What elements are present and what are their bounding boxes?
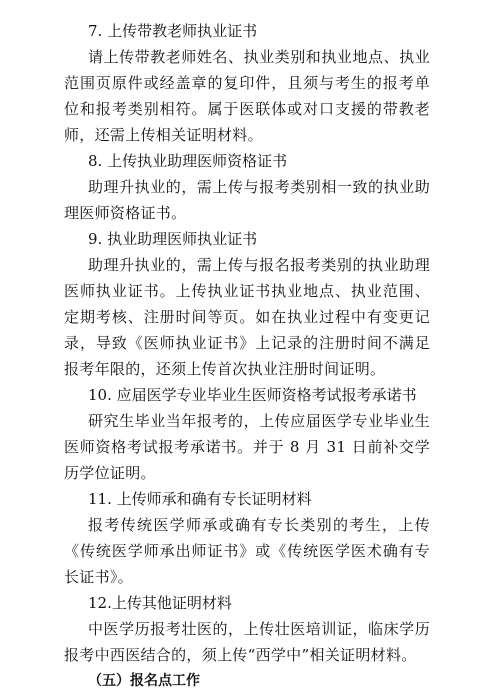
section-paragraph: 中医学历报考壮医的，上传壮医培训证，临床学历报考中西医结合的，须上传“西学中”相关证明材料。 (64, 620, 430, 664)
section-heading: 10. 应届医学专业毕业生医师资格考试报考承诺书 (88, 386, 417, 404)
section-paragraph: 请上传带教老师姓名、执业类别和执业地点、执业范围页原件或经盖章的复印件，且须与考生的报考单位和报考类别相符。属于医联体或对口支援的带教老师，还需上传相关证明材料。 (64, 48, 430, 144)
section-11 (64, 486, 430, 590)
section-paragraph: 助理升执业的，需上传与报考类别相一致的执业助理医师资格证书。 (64, 178, 430, 222)
section-10 (64, 382, 430, 486)
section-12 (64, 590, 430, 668)
section-heading: 8. 上传执业助理医师资格证书 (88, 152, 288, 170)
section-paragraph: 报考传统医学师承或确有专长类别的考生，上传《传统医学师承出师证书》或《传统医学医术确有专长证书》。 (64, 516, 430, 586)
section-heading: 11. 上传师承和确有专长证明材料 (88, 490, 312, 508)
section-heading: 12.上传其他证明材料 (88, 594, 232, 612)
section-8 (64, 148, 430, 226)
section-9 (64, 226, 430, 382)
subheading-registration-point: （五）报名点工作 (88, 673, 200, 689)
section-heading: 9. 执业助理医师执业证书 (88, 230, 258, 248)
section-paragraph: 研究生毕业当年报考的，上传应届医学专业毕业生医师资格考试报考承诺书。并于 8 月 31 日前补交学历学位证明。 (64, 412, 430, 482)
section-paragraph: 助理升执业的，需上传与报名报考类别的执业助理医师执业证书。上传执业证书执业地点、执业范围、定期考核、注册时间等页。如在执业过程中有变更记录，导致《医师执业证书》上记录的注册时间不满足报考年限的，还须上传首次执业注册时间证明。 (64, 256, 430, 378)
section-7 (64, 18, 430, 148)
section-heading: 7. 上传带教老师执业证书 (88, 22, 258, 40)
